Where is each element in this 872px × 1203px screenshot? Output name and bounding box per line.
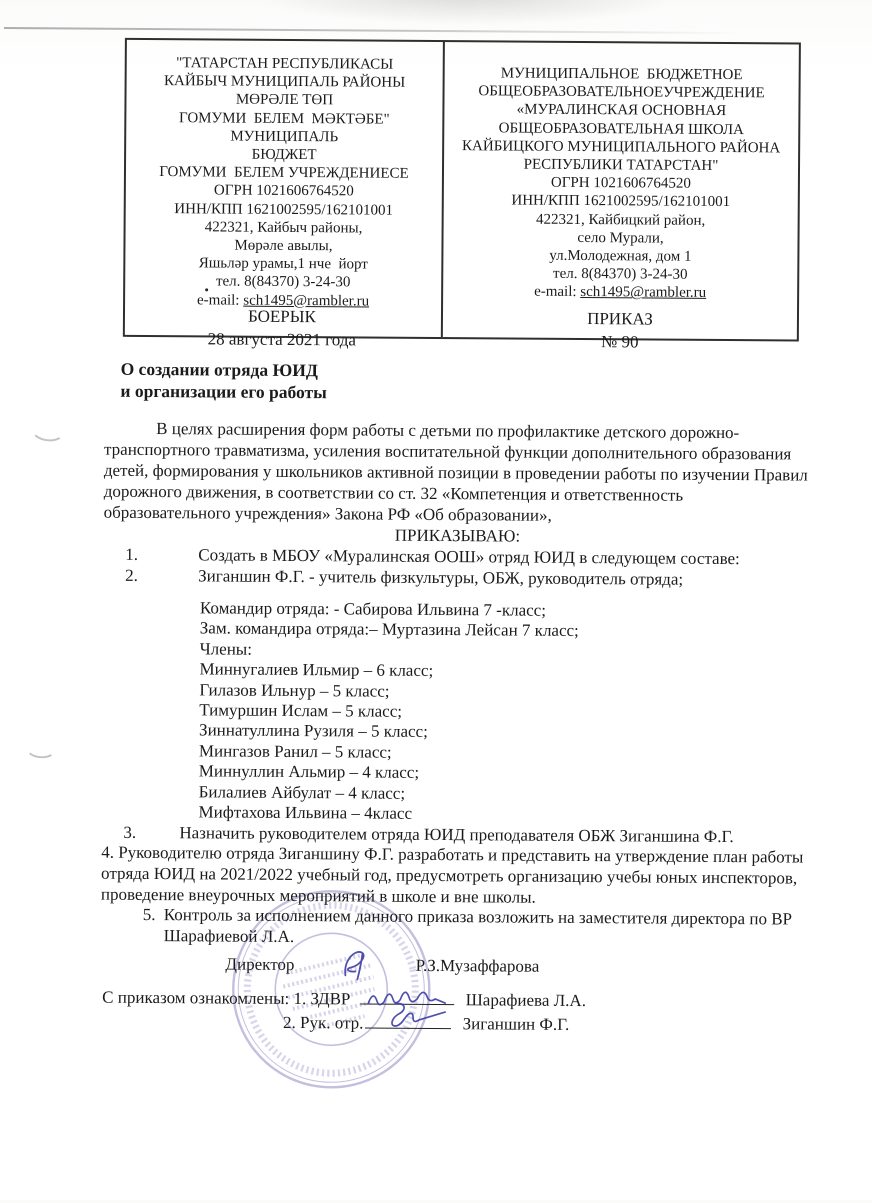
letterhead-left-cell xyxy=(125,40,445,337)
letterhead-line: 422321, Кайбицкий район, xyxy=(535,211,706,229)
letterhead-line: село Мурали, xyxy=(577,229,664,247)
acknowledgement-line-2 xyxy=(283,1013,569,1035)
letterhead-line: "ТАТАРСТАН РЕСПУБЛИКАСЫ xyxy=(176,55,394,73)
squad-line: Гилазов Ильнур – 5 класс; xyxy=(199,679,390,701)
squad-line: Билалиев Айбулат – 4 класс; xyxy=(198,782,406,803)
director-name: Р.З.Музаффарова xyxy=(415,955,540,976)
email-prefix: e-mail: xyxy=(196,291,244,309)
letterhead-line: ГОМУМИ БЕЛЕМ УЧРЕЖДЕНИЕСЕ xyxy=(159,164,409,183)
letterhead-line: Мөрәле авылы, xyxy=(234,237,333,255)
letterhead-line: МӨРӘЛЕ ТӨП xyxy=(235,91,334,109)
order-title-right xyxy=(442,306,798,354)
squad-line: Миннугалиев Ильмир – 6 класс; xyxy=(199,659,434,681)
acknowledgement-line-1 xyxy=(102,988,586,1011)
letterhead-line: ГОМУМИ БЕЛЕМ МӘКТӘБЕ" МУНИЦИПАЛЬ xyxy=(179,109,394,146)
letterhead-line: ул.Молодежная, дом 1 xyxy=(549,247,692,265)
order-title-left xyxy=(123,304,441,352)
item-number: 1. xyxy=(125,544,139,564)
document-body xyxy=(101,358,813,951)
item-text: Зиганшин Ф.Г. - учитель физкультуры, ОБЖ, руководитель отряда; xyxy=(198,566,684,589)
resolve-word: ПРИКАЗЫВАЮ: xyxy=(394,525,521,546)
letterhead-line: «МУРАЛИНСКАЯ ОСНОВНАЯ xyxy=(516,101,727,120)
letterhead-line: МУНИЦИПАЛЬНОЕ БЮДЖЕТНОЕ xyxy=(500,65,743,84)
ack2-prefix: 2. Рук. отр. xyxy=(282,1012,364,1033)
order-word-tatar: БОЕРЫК xyxy=(247,306,317,327)
item-number: 2. xyxy=(125,565,138,585)
letterhead-line: тел. 8(84370) 3-24-30 xyxy=(215,273,351,291)
letterhead-email xyxy=(451,283,789,304)
subject-line: О создании отряда ЮИД xyxy=(120,358,318,381)
director-signature xyxy=(337,945,383,985)
ack1-name: Шарафиева Л.А. xyxy=(465,990,587,1011)
order-word: ПРИКАЗ xyxy=(587,309,653,329)
ruk-otr-signature xyxy=(369,1002,449,1037)
letterhead-table xyxy=(123,38,801,342)
squad-line: Зиннатуллина Рузиля – 5 класс; xyxy=(199,720,428,742)
item-number: 5. xyxy=(142,905,156,925)
letterhead-line: ОБЩЕОБРАЗОВАТЕЛЬНОЕУЧРЕЖДЕНИЕ xyxy=(478,83,765,102)
scan-arc-mark xyxy=(30,417,66,443)
letterhead-line: ОГРН 1021606764520 xyxy=(213,182,354,200)
order-number: № 90 xyxy=(600,332,639,352)
letterhead-right-cell xyxy=(443,42,799,339)
letterhead-line: тел. 8(84370) 3-24-30 xyxy=(553,266,688,283)
squad-list xyxy=(198,598,811,827)
email-address: sch1495@rambler.ru xyxy=(580,284,707,302)
item-number: 3. xyxy=(123,823,137,843)
order-date: 28 августа 2021 года xyxy=(207,329,357,350)
ack2-name: Зиганшин Ф.Г. xyxy=(462,1014,570,1034)
ack-prefix: С приказом ознакомлены: 1. ЗДВР xyxy=(102,987,351,1009)
subject-line: и организации его работы xyxy=(120,380,327,403)
scan-arc-mark xyxy=(25,738,56,759)
email-prefix: e-mail: xyxy=(534,284,581,301)
order-item-2 xyxy=(103,565,811,591)
item-text: Контроль за исполнением данного приказа возложить на заместителя директора по ВР Шарафиевой Л.А. xyxy=(163,905,793,946)
director-signature-row xyxy=(225,955,539,977)
letterhead-line: ИНН/КПП 1621002595/162101001 xyxy=(174,200,394,219)
letterhead-line: БЮДЖЕТ xyxy=(251,146,317,164)
item-text: Создать в МБОУ «Муралинская ООШ» отряд ЮИД в следующем составе: xyxy=(198,545,740,569)
letterhead-line: КАЙБИЦКОГО МУНИЦИПАЛЬНОГО РАЙОНА xyxy=(462,137,781,157)
order-item-4: 4. Руководителю отряда Зиганшину Ф.Г. разработать и представить на утверждение план работы отряда ЮИД на 2021/2022 учебный год, предусмотреть организацию учебы юных инспекторов, проведение внеурочных мероприятий в школе и вне школы. xyxy=(100,843,804,907)
item-text: Назначить руководителем отряда ЮИД преподавателя ОБЖ Зиганшина Ф.Г. xyxy=(179,823,734,847)
squad-line: Зам. командира отряда:– Муртазина Лейсан 7 класс; xyxy=(199,618,579,641)
letterhead-line: РЕСПУБЛИКИ ТАТАРСТАН" xyxy=(523,156,719,174)
squad-line: Члены: xyxy=(199,639,253,659)
squad-line: Мифтахова Ильвина – 4класс xyxy=(198,802,413,823)
squad-line: Мингазов Ранил – 5 класс; xyxy=(198,741,392,762)
order-subject xyxy=(120,358,812,407)
letterhead-line: ОГРН 1021606764520 xyxy=(550,175,691,192)
director-label: Директор xyxy=(225,954,295,975)
letterhead-line: Яшьләр урамы,1 нче йорт xyxy=(198,255,368,273)
scan-smudge xyxy=(254,0,674,26)
email-address: sch1495@rambler.ru xyxy=(243,292,370,310)
signature-line xyxy=(365,1014,451,1030)
intro-paragraph: В целях расширения форм работы с детьми по профилактике детского дорожно-транспортного травматизма, усиления воспитательной функции дополнительного образования детей, формирования у школьников активной позиции в проведении работы по изучении Правил дорожного движения, в соответствии со ст. 32 «Компетенция и ответственность образовательного учреждения» Закона РФ «Об образовании», xyxy=(103,419,808,525)
letterhead-line: ОБЩЕОБРАЗОВАТЕЛЬНАЯ ШКОЛА xyxy=(498,120,744,138)
letterhead-line: ИНН/КПП 1621002595/162101001 xyxy=(511,192,731,211)
scan-edge-line xyxy=(4,27,744,34)
order-item-5 xyxy=(101,905,809,951)
letterhead-line: 422321, Кайбыч районы, xyxy=(204,219,363,237)
squad-line: Тимуршин Ислам – 5 класс; xyxy=(199,700,403,721)
letterhead-line: КАЙБЫЧ МУНИЦИПАЛЬ РАЙОНЫ xyxy=(163,73,406,91)
squad-line: Командир отряда: - Сабирова Ильвина 7 -класс; xyxy=(199,598,547,620)
squad-line: Миннуллин Альмир – 4 класс; xyxy=(198,761,420,783)
